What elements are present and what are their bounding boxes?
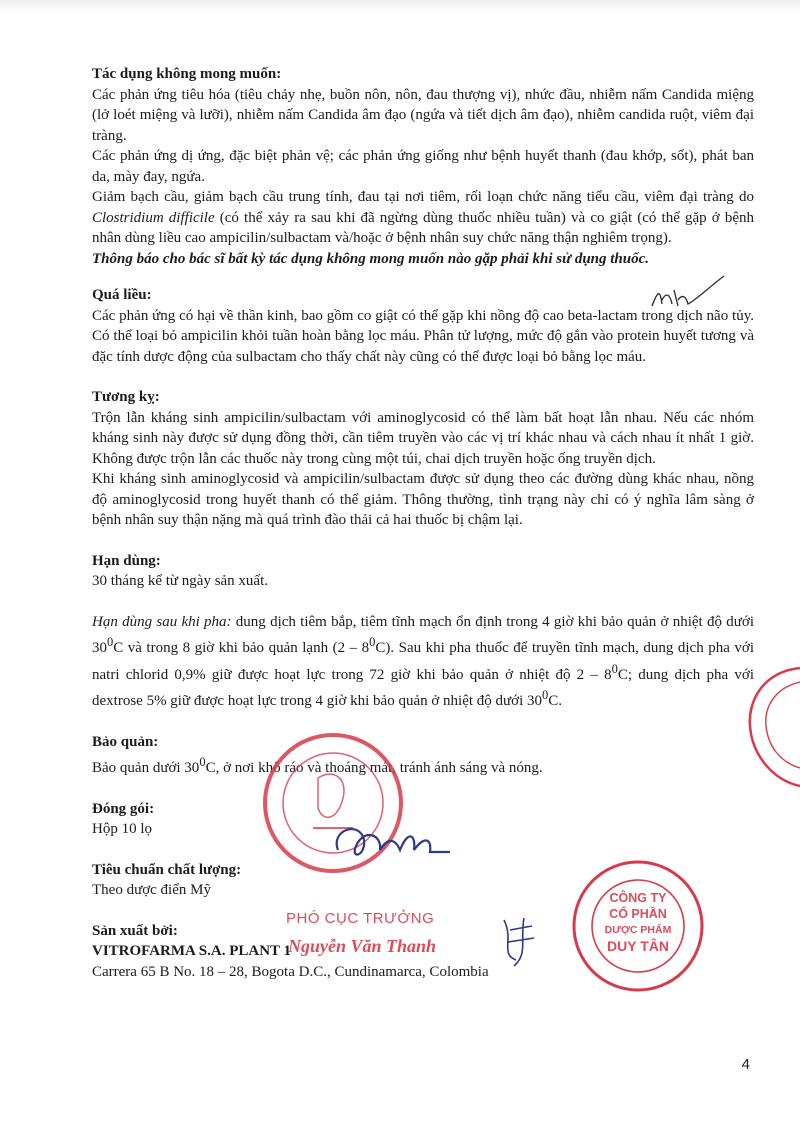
initials-signature	[648, 270, 728, 320]
official-signature	[320, 810, 480, 880]
incompatibility-text-2: Khi kháng sinh aminoglycosid và ampicilin/sulbactam được sử dụng theo các đường dùng khác nhau, nồng độ aminoglycosid trong huyết thanh có thể giảm. Thông thường, tình trạng này chỉ có ý nghĩa lâm sàng ở bệnh nhân suy thận nặng mà quá trình đào thải cả hai thuốc bị chậm lại.	[92, 471, 754, 528]
quality-text: Theo dược điển Mỹ	[92, 882, 211, 898]
company-seal-text	[596, 890, 680, 954]
packaging-heading: Đóng gói:	[92, 800, 155, 817]
official-title: PHÓ CỤC TRƯỞNG	[286, 910, 435, 927]
reconstitution-c: C). Sau khi pha thuốc để truyền tĩnh mạch, dung dịch pha với natri chlorid 0,9% giữ được hoạt lực trong 72 giờ khi bảo quản ở nhiệt độ 2 – 8	[92, 640, 754, 683]
edge-seal	[742, 662, 800, 792]
side-effects-notice: Thông báo cho bác sĩ bất kỳ tác dụng không mong muốn nào gặp phải khi sử dụng thuốc.	[92, 250, 650, 267]
agency-seal-ring	[230, 778, 231, 779]
storage-b: C, ở nơi khô ráo và thoáng mát, tránh ánh sáng và nóng.	[205, 760, 543, 776]
side-effects-heading: Tác dụng không mong muốn:	[92, 66, 282, 82]
degree-mark: 0	[107, 635, 114, 649]
shelf-life-after-reconstitution	[92, 612, 754, 712]
side-effects-blood-a: Giảm bạch cầu, giảm bạch cầu trung tính, đau tại nơi tiêm, rối loạn chức năng tiểu cầu, viêm đại tràng do	[92, 189, 754, 205]
reconstitution-a: dung dịch tiêm bắp, tiêm tĩnh mạch ổn định trong 4 giờ khi bảo quản ở nhiệt độ dưới 30	[92, 613, 754, 656]
quality-heading: Tiêu chuẩn chất lượng:	[92, 861, 242, 878]
shelf-life-heading: Hạn dùng:	[92, 552, 161, 569]
side-effects-digestive: Các phản ứng tiêu hóa (tiêu chảy nhẹ, buồn nôn, nôn, đau thượng vị), nhức đầu, nhiễm nấm Candida miệng (lở loét miệng và lưỡi), nhiễm nấm Candida âm đạo (ngứa và tiết dịch âm đạo), nhiễm candida ruột, viêm đại tràng.	[92, 86, 754, 144]
storage-text	[92, 752, 754, 779]
degree-mark: 0	[369, 635, 376, 649]
manufacturer-name: VITROFARMA S.A. PLANT 1	[92, 943, 292, 959]
degree-mark: 0	[199, 755, 206, 769]
incompatibility-text-1: Trộn lẫn kháng sinh ampicilin/sulbactam với aminoglycosid có thể làm bất hoạt lẫn nhau. Nếu các nhóm kháng sinh này được sử dụng đồng thời, cần tiêm truyền vào các vị trí khác nhau và cách nhau ít nhất 1 giờ. Không được trộn lẫn các thuốc này trong cùng một túi, chai dịch truyền hoặc ống truyền dịch.	[92, 409, 754, 467]
reconstitution-b: C và trong 8 giờ khi bảo quản lạnh (2 – 8	[113, 640, 370, 656]
incompatibility-heading: Tương kỵ:	[92, 389, 160, 405]
company-seal-line: CÔNG TY	[609, 891, 667, 905]
packaging-text: Hộp 10 lọ	[92, 821, 152, 837]
reconstitution-d: C; dung dịch pha với dextrose 5% giữ được hoạt lực trong 4 giờ khi bảo quản ở nhiệt độ dưới 30	[92, 666, 754, 709]
company-seal-line: DUY TÂN	[607, 938, 669, 954]
side-effects-section	[92, 64, 754, 269]
side-effects-blood	[92, 187, 754, 249]
overdose-text: Các phản ứng có hại về thần kinh, bao gồm co giật có thể gặp khi nồng độ cao beta-lactam trong dịch não tủy. Có thể loại bỏ ampicilin khỏi tuần hoàn bằng lọc máu. Phân tử lượng, mức độ gắn vào protein huyết tương và đặc tính dược động của sulbactam cho thấy chất này cũng có thể được loại bỏ bằng lọc máu.	[92, 307, 754, 365]
official-name: Nguyễn Văn Thanh	[288, 936, 437, 956]
storage-heading: Bảo quản:	[92, 733, 159, 750]
overdose-heading: Quá liều:	[92, 287, 152, 303]
company-seal-ring	[600, 862, 601, 863]
degree-mark: 0	[542, 688, 549, 702]
shelf-life-section	[92, 551, 754, 712]
side-effects-allergy: Các phản ứng dị ứng, đặc biệt phản vệ; các phản ứng giống như bệnh huyết thanh (đau khớp, sốt), phát ban da, mày đay, ngứa.	[92, 148, 754, 185]
scan-edge	[0, 0, 800, 12]
manufacturer-address: Carrera 65 B No. 18 – 28, Bogota D.C., Cundinamarca, Colombia	[92, 963, 489, 980]
page-number: 4	[741, 1056, 750, 1073]
shelf-life-text: 30 tháng kể từ ngày sản xuất.	[92, 573, 269, 589]
reconstitution-e: C.	[548, 693, 563, 709]
storage-a: Bảo quản dưới 30	[92, 760, 200, 776]
after-reconstitution-label: Hạn dùng sau khi pha:	[92, 613, 232, 630]
incompatibility-section	[92, 387, 754, 531]
clostridium-term: Clostridium difficile	[92, 209, 215, 226]
degree-mark: 0	[611, 661, 618, 676]
company-seal-line: DƯỢC PHẨM	[604, 924, 672, 936]
manufacturer-heading: Sản xuất bởi:	[92, 922, 178, 939]
storage-section	[92, 732, 754, 779]
initials-2	[494, 910, 540, 970]
company-seal-line: CỔ PHẦN	[609, 907, 667, 921]
side-effects-blood-b: (có thể xảy ra sau khi đã ngừng dùng thuốc nhiều tuần) và co giật (có thể gặp ở bệnh nhân dùng liều cao ampicilin/sulbactam và/hoặc ở bệnh nhân suy chức năng thận nghiêm trọng).	[92, 209, 754, 246]
